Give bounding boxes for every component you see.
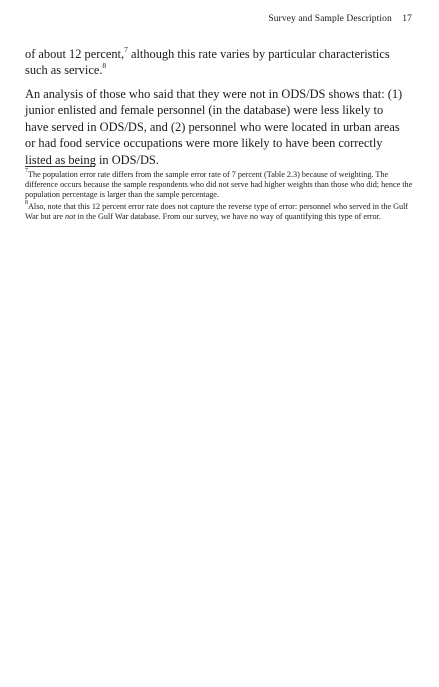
paragraph-1-text-end: although this rate varies by particular characteristics such as service. (25, 47, 390, 78)
body-paragraph-1 (25, 46, 403, 79)
footnote-8-marker: 8 (25, 200, 28, 207)
body-paragraph-2: An analysis of those who said that they were not in ODS/DS shows that: (1) junior enlisted and female personnel (in the database) were less likely to have served in ODS/DS, and (2) personnel who were located in urban areas or had food service occupations were more likely to have been correctly listed as being in ODS/DS. (25, 87, 403, 167)
page-number: 17 (402, 14, 412, 24)
running-header (268, 14, 412, 24)
footnote-ref-7: 7 (124, 44, 128, 54)
paragraph-1-text-start: of about 12 percent, (25, 47, 125, 61)
footnote-8 (25, 202, 413, 222)
running-title: Survey and Sample Description (268, 14, 392, 24)
footnote-7 (25, 170, 413, 200)
footnote-8-text-end: in the Gulf War database. From our survey, we have no way of quantifying this type of error. (75, 212, 381, 221)
footnote-7-marker: 7 (25, 168, 28, 175)
footnote-7-text: The population error rate differs from the sample error rate of 7 percent (Table 2.3) because of weighting. The difference occurs because the sample respondents who did not serve had higher weights than those who did; hence the population percentage is larger than the sample percentage. (25, 170, 413, 199)
footnote-8-text-start: Also, note that this 12 percent error rate does not capture the reverse type of error: personnel who served in the Gulf War but are (25, 202, 409, 221)
footnote-separator (25, 166, 95, 167)
footnote-ref-8: 8 (102, 61, 107, 71)
footnote-8-emphasis: not (65, 212, 76, 221)
